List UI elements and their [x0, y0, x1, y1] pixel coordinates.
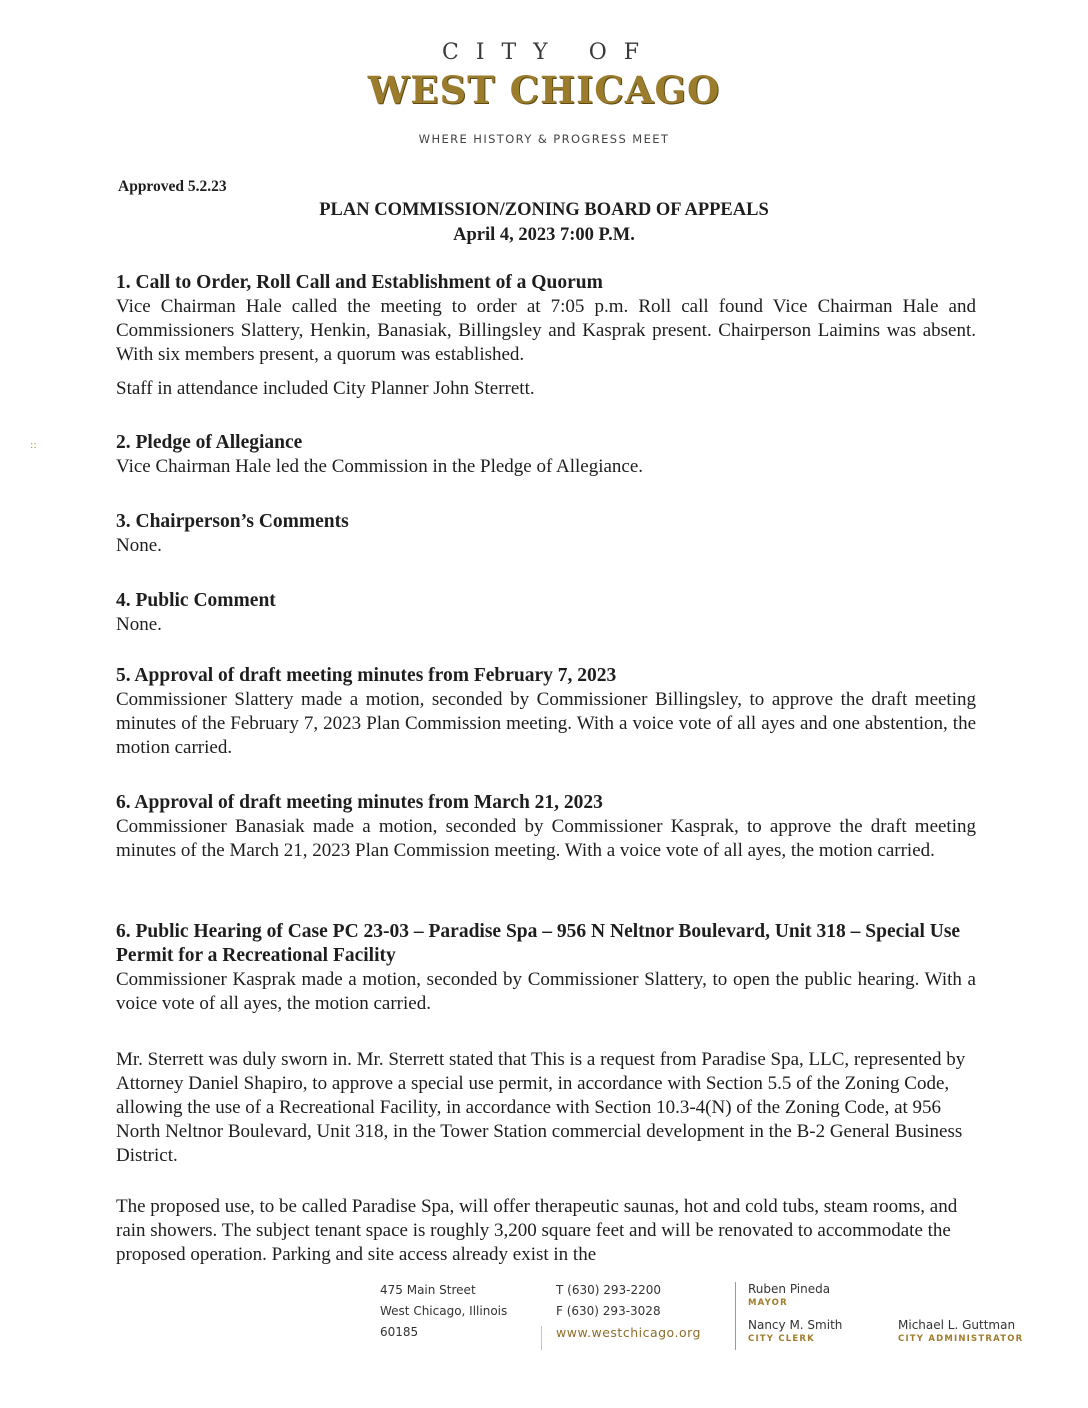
document-title [0, 198, 1088, 248]
section-heading: 4. Public Comment [116, 590, 276, 611]
section-paragraph: None. [116, 614, 162, 635]
official-name: Michael L. Guttman [898, 1318, 1016, 1332]
section-heading: 3. Chairperson’s Comments [116, 511, 349, 532]
section-approval-march [116, 791, 976, 863]
address-line: 475 Main Street [380, 1283, 476, 1297]
section-paragraph: Vice Chairman Hale called the meeting to order at 7:05 p.m. Roll call found Vice Chairman Hale and Commissioners Slattery, Henkin, Banasiak, Billingsley and Kasprak present. Chairperson Laimins was absent. With six members present, a quorum was established. [116, 296, 976, 365]
official-clerk [748, 1318, 842, 1346]
footer-contact [556, 1280, 701, 1343]
logo-city-of: CITY OF [441, 40, 656, 65]
section-paragraph: Commissioner Kasprak made a motion, seconded by Commissioner Slattery, to open the public hearing. With a voice vote of all ayes, the motion carried. [116, 969, 976, 1014]
section-paragraph: Staff in attendance included City Planner John Sterrett. [116, 378, 535, 399]
section-heading: 5. Approval of draft meeting minutes from February 7, 2023 [116, 665, 617, 686]
footer-divider [541, 1326, 542, 1350]
address-line: West Chicago, Illinois [380, 1304, 508, 1318]
section-heading: 2. Pledge of Allegiance [116, 432, 303, 453]
phone-number: T (630) 293-2200 [556, 1283, 661, 1297]
address-line: 60185 [380, 1325, 419, 1339]
section-paragraph: None. [116, 535, 162, 556]
fax-number: F (630) 293-3028 [556, 1304, 661, 1318]
section-paragraph: Commissioner Slattery made a motion, seconded by Commissioner Billingsley, to approve the draft meeting minutes of the February 7, 2023 Plan Commission meeting. With a voice vote of all ayes and one abstention, the motion carried. [116, 689, 976, 758]
hearing-paragraph: Mr. Sterrett was duly sworn in. Mr. Sterrett stated that This is a request from Paradise Spa, LLC, represented by Attorney Daniel Shapiro, to approve a special use permit, in accordance with Section 5.5 of the Zoning Code, allowing the use of a Recreational Facility, in accordance with Section 10.3-4(N) of the Zoning Code, at 956 North Neltnor Boulevard, Unit 318, in the Tower Station commercial development in the B-2 General Business District. [116, 1049, 966, 1166]
hearing-proposed-use [116, 1195, 976, 1267]
website-link[interactable]: www.westchicago.org [556, 1325, 701, 1340]
section-pledge [116, 431, 976, 479]
footer-address [380, 1280, 507, 1343]
section-paragraph: Vice Chairman Hale led the Commission in the Pledge of Allegiance. [116, 456, 644, 477]
logo-city-name: WEST CHICAGO [367, 68, 721, 112]
official-name: Nancy M. Smith [748, 1318, 843, 1332]
city-logo [0, 40, 1088, 146]
official-mayor [748, 1282, 830, 1310]
logo-tagline: WHERE HISTORY & PROGRESS MEET [418, 132, 670, 146]
official-role: CITY ADMINISTRATOR [898, 1334, 1024, 1344]
hearing-staff-report [116, 1048, 976, 1168]
approved-note: Approved 5.2.23 [118, 178, 227, 195]
official-role: MAYOR [748, 1298, 788, 1308]
title-line-1: PLAN COMMISSION/ZONING BOARD OF APPEALS [319, 200, 769, 220]
section-public-comment [116, 589, 976, 637]
section-heading: 1. Call to Order, Roll Call and Establishment of a Quorum [116, 272, 603, 293]
footer-divider [735, 1282, 736, 1350]
section-paragraph: Commissioner Banasiak made a motion, seconded by Commissioner Kasprak, to approve the draft meeting minutes of the March 21, 2023 Plan Commission meeting. With a voice vote of all ayes, the motion carried. [116, 816, 976, 861]
hearing-paragraph: The proposed use, to be called Paradise Spa, will offer therapeutic saunas, hot and cold tubs, steam rooms, and rain showers. The subject tenant space is roughly 3,200 square feet and will be renovated to accommodate the proposed operation. Parking and site access already exist in the [116, 1196, 958, 1265]
section-heading: 6. Approval of draft meeting minutes from March 21, 2023 [116, 792, 603, 813]
section-chairperson-comments [116, 510, 976, 558]
official-name: Ruben Pineda [748, 1282, 831, 1296]
section-approval-feb [116, 664, 976, 760]
section-heading: 6. Public Hearing of Case PC 23-03 – Paradise Spa – 956 N Neltnor Boulevard, Unit 318 – Special Use Permit for a Recreational Facility [116, 921, 961, 966]
margin-mark: :: [30, 440, 37, 451]
official-role: CITY CLERK [748, 1334, 815, 1344]
section-public-hearing [116, 920, 976, 1016]
title-line-2: April 4, 2023 7:00 P.M. [453, 225, 635, 245]
footer-officials [748, 1280, 1038, 1350]
section-call-to-order [116, 271, 976, 401]
official-administrator [898, 1318, 1023, 1346]
